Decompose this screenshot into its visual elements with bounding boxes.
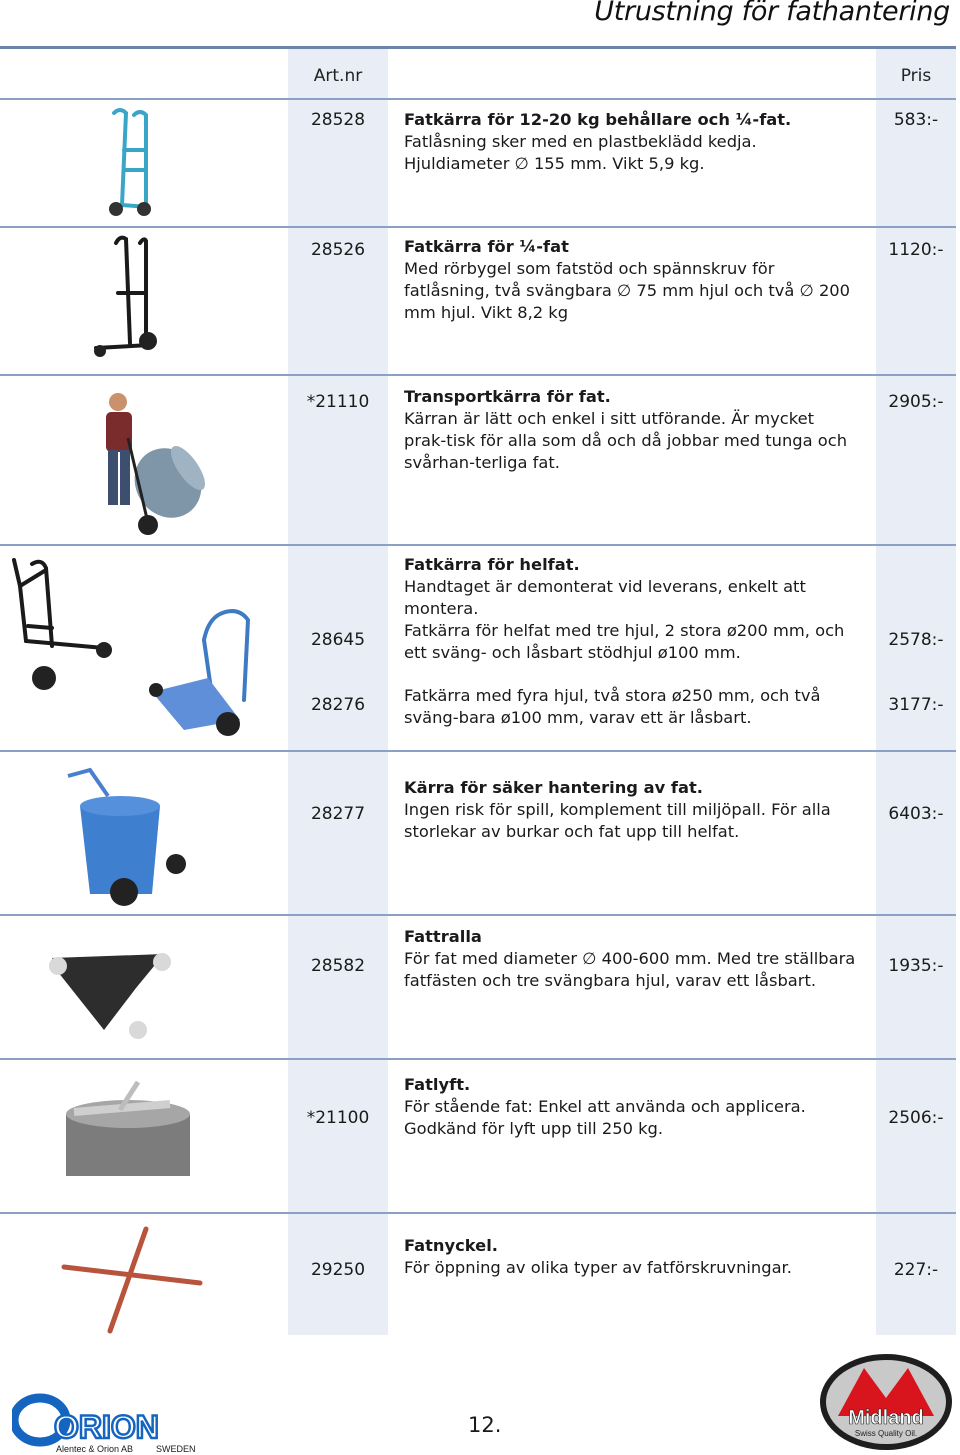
divider (0, 544, 956, 546)
product-image-drum-lifter (60, 1078, 195, 1178)
item-title: Transportkärra för fat. (404, 387, 611, 406)
price: 3177:- (888, 695, 944, 715)
price: 583:- (893, 110, 939, 130)
product-image-hand-truck-small (100, 105, 160, 220)
item-title: Fatkärra för ¼-fat (404, 237, 569, 256)
product-image-drum-cart-blue (60, 766, 190, 914)
item-title: Kärra för säker hantering av fat. (404, 778, 703, 797)
divider (0, 1058, 956, 1060)
price: 1120:- (888, 240, 944, 260)
art-number: 28528 (310, 110, 366, 130)
header-art: Art.nr (313, 66, 363, 86)
art-number: 28645 (310, 630, 366, 650)
item-title: Fatlyft. (404, 1075, 471, 1094)
art-number: 28582 (310, 956, 366, 976)
item-text: Fatlåsning sker med en plastbeklädd kedja. Hjuldiameter ∅ 155 mm. Vikt 5,9 kg. (404, 132, 757, 173)
midland-logo (818, 1352, 954, 1452)
description (404, 926, 859, 992)
page-title: Utrustning för fathantering (594, 0, 950, 27)
divider (0, 914, 956, 916)
description (404, 236, 859, 324)
divider (0, 226, 956, 228)
description (404, 1074, 859, 1140)
divider (0, 1212, 956, 1214)
item-text: Med rörbygel som fatstöd och spännskruv för fatlåsning, två svängbara ∅ 75 mm hjul och två ∅ 200 mm hjul. Vikt 8,2 kg (404, 259, 851, 322)
top-rule (0, 46, 956, 49)
price: 227:- (893, 1260, 939, 1280)
item-text: Kärran är lätt och enkel i sitt utförande. Är mycket prak-tisk för alla som då och då jobbar med tunga och svårhan-terliga fat. (404, 409, 848, 472)
art-number: 28276 (310, 695, 366, 715)
description (404, 109, 859, 175)
orion-logo-sub: Alentec & Orion AB (56, 1444, 134, 1454)
product-image-four-wheel-drum-truck (148, 600, 258, 740)
product-image-drum-dolly (44, 938, 174, 1042)
item-title: Fattralla (404, 927, 482, 946)
page-number: 12. (468, 1413, 502, 1437)
price: 2578:- (888, 630, 944, 650)
divider (0, 98, 956, 100)
orion-logo-text: ORION (54, 1409, 159, 1445)
midland-logo-sub: Swiss Quality Oil. (854, 1429, 918, 1438)
description (404, 1235, 859, 1279)
item-text: Ingen risk för spill, komplement till miljöpall. För alla storlekar av burkar och fat upp till helfat. (404, 800, 831, 841)
item-title: Fatkärra för 12-20 kg behållare och ¼-fat. (404, 110, 792, 129)
price: 1935:- (888, 956, 944, 976)
item-title: Fatnyckel. (404, 1236, 498, 1255)
product-image-drum-wrench (56, 1225, 206, 1337)
midland-logo-text: Midland (848, 1407, 924, 1429)
art-number: *21100 (306, 1108, 370, 1128)
price: 6403:- (888, 804, 944, 824)
item-text: Handtaget är demonterat vid leverans, enkelt att montera. (404, 577, 806, 618)
product-image-three-wheel-drum-truck (8, 556, 118, 696)
sub-description: Fatkärra med fyra hjul, två stora ø250 mm, och två sväng-bara ø100 mm, varav ett är låsbart. (404, 686, 821, 727)
product-image-quarter-drum-truck (90, 233, 160, 363)
description (404, 386, 859, 474)
description (404, 554, 859, 620)
sub-description: Fatkärra för helfat med tre hjul, 2 stora ø200 mm, och ett sväng- och låsbart stödhjul ø100 mm. (404, 621, 845, 662)
price: 2506:- (888, 1108, 944, 1128)
item-text: För stående fat: Enkel att använda och applicera. Godkänd för lyft upp till 250 kg. (404, 1097, 806, 1138)
orion-logo-country: SWEDEN (156, 1444, 196, 1454)
divider (0, 750, 956, 752)
header-price: Pris (900, 66, 932, 86)
item-text: För fat med diameter ∅ 400-600 mm. Med tre ställbara fatfästen och tre svängbara hjul, varav ett låsbart. (404, 949, 856, 990)
art-number: 28526 (310, 240, 366, 260)
product-image-man-with-drum-truck (78, 388, 208, 538)
description (404, 777, 859, 843)
orion-logo (12, 1392, 208, 1454)
item-title: Fatkärra för helfat. (404, 555, 580, 574)
art-number: 28277 (310, 804, 366, 824)
price: 2905:- (888, 392, 944, 412)
divider (0, 374, 956, 376)
art-number: 29250 (310, 1260, 366, 1280)
art-number: *21110 (306, 392, 370, 412)
item-text: För öppning av olika typer av fatförskruvningar. (404, 1258, 792, 1277)
